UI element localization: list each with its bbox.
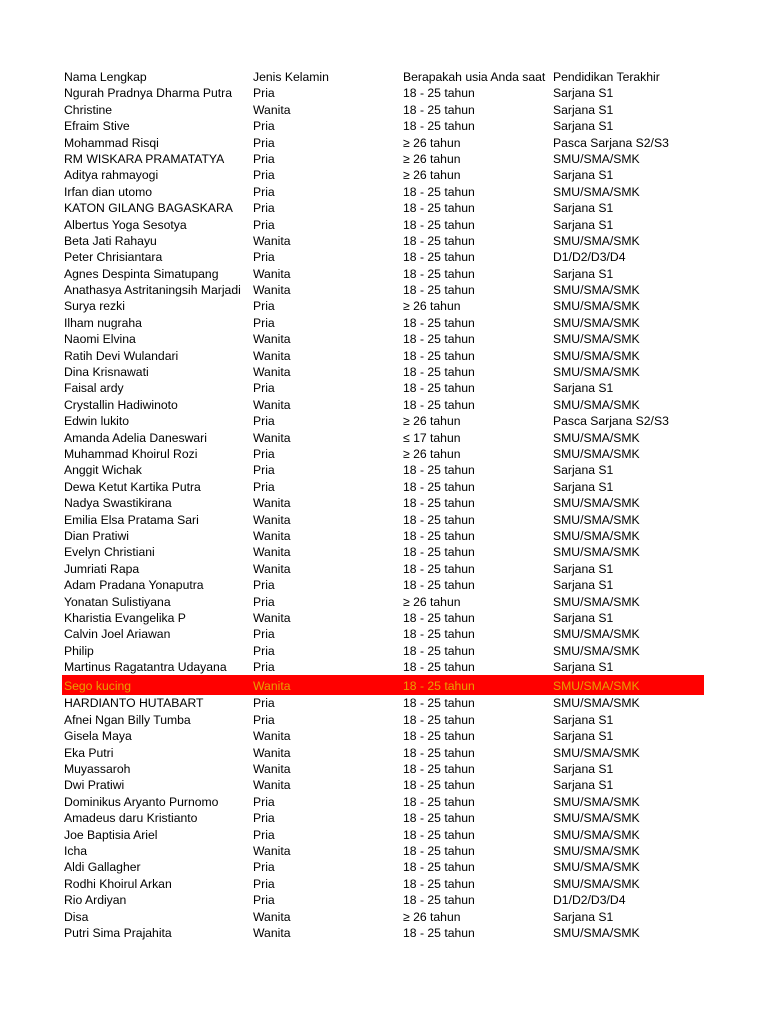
table-row[interactable] <box>64 364 704 380</box>
cell-name: Ilham nugraha <box>64 315 142 330</box>
cell-name: Amanda Adelia Daneswari <box>64 430 207 445</box>
cell-name: Icha <box>64 843 88 858</box>
cell-gender: Pria <box>253 201 275 216</box>
cell-gender: Wanita <box>253 561 291 576</box>
cell-age: 18 - 25 tahun <box>403 512 475 527</box>
cell-name: Faisal ardy <box>64 381 124 396</box>
table-row[interactable] <box>64 495 704 511</box>
table-row[interactable] <box>64 745 704 761</box>
cell-name: Rio Ardiyan <box>64 893 127 908</box>
cell-name: Calvin Joel Ariawan <box>64 627 171 642</box>
cell-name: Mohammad Risqi <box>64 135 159 150</box>
table-row[interactable] <box>64 561 704 577</box>
header-gender: Jenis Kelamin <box>253 70 329 84</box>
cell-education: SMU/SMA/SMK <box>553 446 640 461</box>
table-row[interactable] <box>64 233 704 249</box>
cell-education: SMU/SMA/SMK <box>553 528 640 543</box>
cell-gender: Wanita <box>253 266 291 281</box>
cell-education: SMU/SMA/SMK <box>553 233 640 248</box>
cell-age: 18 - 25 tahun <box>403 627 475 642</box>
cell-age: 18 - 25 tahun <box>403 348 475 363</box>
cell-age: 18 - 25 tahun <box>403 528 475 543</box>
cell-gender: Pria <box>253 414 275 429</box>
table-row[interactable] <box>64 843 704 859</box>
table-row[interactable] <box>64 397 704 413</box>
cell-name: Aldi Gallagher <box>64 860 141 875</box>
table-row[interactable] <box>64 594 704 610</box>
cell-gender: Pria <box>253 811 275 826</box>
table-row[interactable] <box>64 249 704 265</box>
cell-age: 18 - 25 tahun <box>403 233 475 248</box>
table-row[interactable] <box>64 446 704 462</box>
cell-name: Emilia Elsa Pratama Sari <box>64 512 199 527</box>
cell-education: Sarjana S1 <box>553 102 614 117</box>
cell-gender: Pria <box>253 794 275 809</box>
cell-education: Sarjana S1 <box>553 610 614 625</box>
cell-education: Sarjana S1 <box>553 712 614 727</box>
table-row[interactable] <box>64 413 704 429</box>
cell-name: RM WISKARA PRAMATATYA <box>64 151 225 166</box>
cell-gender: Pria <box>253 184 275 199</box>
cell-age: 18 - 25 tahun <box>403 479 475 494</box>
cell-age: 18 - 25 tahun <box>403 893 475 908</box>
cell-education: Sarjana S1 <box>553 660 614 675</box>
table-row[interactable] <box>64 167 704 183</box>
cell-gender: Wanita <box>253 233 291 248</box>
cell-education: Sarjana S1 <box>553 463 614 478</box>
cell-age: 18 - 25 tahun <box>403 729 475 744</box>
cell-name: Christine <box>64 102 113 117</box>
cell-education: Pasca Sarjana S2/S3 <box>553 414 669 429</box>
cell-gender: Wanita <box>253 430 291 445</box>
cell-education: SMU/SMA/SMK <box>553 643 640 658</box>
header-name: Nama Lengkap <box>64 70 147 84</box>
cell-gender: Pria <box>253 250 275 265</box>
cell-name: Amadeus daru Kristianto <box>64 811 198 826</box>
cell-age: 18 - 25 tahun <box>403 827 475 842</box>
table-row[interactable] <box>64 200 704 216</box>
cell-gender: Wanita <box>253 610 291 625</box>
cell-name: Albertus Yoga Sesotya <box>64 217 187 232</box>
cell-gender: Pria <box>253 876 275 891</box>
cell-education: SMU/SMA/SMK <box>553 315 640 330</box>
cell-name: Afnei Ngan Billy Tumba <box>64 712 191 727</box>
cell-age: 18 - 25 tahun <box>403 578 475 593</box>
cell-education: Sarjana S1 <box>553 762 614 777</box>
cell-age: ≥ 26 tahun <box>403 414 461 429</box>
cell-education: SMU/SMA/SMK <box>553 151 640 166</box>
cell-age: 18 - 25 tahun <box>403 250 475 265</box>
cell-age: ≥ 26 tahun <box>403 151 461 166</box>
cell-name: Dina Krisnawati <box>64 365 149 380</box>
table-row[interactable] <box>64 135 704 151</box>
cell-gender: Pria <box>253 712 275 727</box>
cell-education: SMU/SMA/SMK <box>553 794 640 809</box>
cell-education: Pasca Sarjana S2/S3 <box>553 135 669 150</box>
cell-education: SMU/SMA/SMK <box>553 594 640 609</box>
cell-education: SMU/SMA/SMK <box>553 283 640 298</box>
cell-gender: Wanita <box>253 365 291 380</box>
cell-age: ≥ 26 tahun <box>403 168 461 183</box>
cell-name: Beta Jati Rahayu <box>64 233 157 248</box>
table-row[interactable] <box>64 118 704 134</box>
table-row[interactable] <box>64 610 704 626</box>
cell-gender: Wanita <box>253 762 291 777</box>
cell-name: Nadya Swastikirana <box>64 496 172 511</box>
table-row[interactable] <box>64 728 704 744</box>
table-row[interactable] <box>64 184 704 200</box>
cell-gender: Wanita <box>253 332 291 347</box>
cell-education: Sarjana S1 <box>553 578 614 593</box>
cell-name: Crystallin Hadiwinoto <box>64 397 178 412</box>
table-row[interactable] <box>64 217 704 233</box>
cell-name: Disa <box>64 909 89 924</box>
cell-gender: Wanita <box>253 545 291 560</box>
cell-gender: Pria <box>253 893 275 908</box>
cell-gender: Wanita <box>253 843 291 858</box>
cell-age: 18 - 25 tahun <box>403 365 475 380</box>
cell-name: Eka Putri <box>64 745 114 760</box>
table-row[interactable] <box>64 909 704 925</box>
cell-name: Edwin lukito <box>64 414 130 429</box>
cell-education: SMU/SMA/SMK <box>553 332 640 347</box>
table-row[interactable] <box>64 430 704 446</box>
cell-age: 18 - 25 tahun <box>403 745 475 760</box>
table-row[interactable] <box>64 577 704 593</box>
cell-age: 18 - 25 tahun <box>403 643 475 658</box>
table-row[interactable] <box>64 479 704 495</box>
cell-age: ≥ 26 tahun <box>403 299 461 314</box>
table-row[interactable] <box>64 761 704 777</box>
cell-gender: Wanita <box>253 397 291 412</box>
cell-education: SMU/SMA/SMK <box>553 365 640 380</box>
cell-gender: Wanita <box>253 778 291 793</box>
table-row[interactable] <box>64 512 704 528</box>
cell-name: Adam Pradana Yonaputra <box>64 578 204 593</box>
header-row <box>64 69 704 85</box>
cell-age: 18 - 25 tahun <box>403 86 475 101</box>
table-row[interactable] <box>64 659 704 675</box>
cell-age: 18 - 25 tahun <box>403 794 475 809</box>
table-row[interactable] <box>64 643 704 659</box>
cell-name: HARDIANTO HUTABART <box>64 696 204 711</box>
table-row[interactable] <box>64 462 704 478</box>
cell-age: ≥ 26 tahun <box>403 135 461 150</box>
cell-name: Gisela Maya <box>64 729 132 744</box>
cell-age: 18 - 25 tahun <box>403 860 475 875</box>
cell-education: D1/D2/D3/D4 <box>553 250 626 265</box>
cell-gender: Pria <box>253 696 275 711</box>
cell-education: SMU/SMA/SMK <box>553 512 640 527</box>
cell-name: Rodhi Khoirul Arkan <box>64 876 172 891</box>
cell-name: Peter Chrisiantara <box>64 250 163 265</box>
cell-gender: Pria <box>253 627 275 642</box>
cell-age: 18 - 25 tahun <box>403 381 475 396</box>
cell-gender: Pria <box>253 119 275 134</box>
cell-education: SMU/SMA/SMK <box>553 925 640 940</box>
cell-name: Joe Baptisia Ariel <box>64 827 158 842</box>
cell-gender: Wanita <box>253 496 291 511</box>
cell-age: ≤ 17 tahun <box>403 430 461 445</box>
cell-gender: Pria <box>253 381 275 396</box>
cell-age: 18 - 25 tahun <box>403 925 475 940</box>
cell-education: Sarjana S1 <box>553 168 614 183</box>
cell-name: Sego kucing <box>64 679 132 694</box>
cell-name: Evelyn Christiani <box>64 545 155 560</box>
table-row[interactable] <box>64 266 704 282</box>
cell-name: Irfan dian utomo <box>64 184 153 199</box>
cell-gender: Pria <box>253 135 275 150</box>
cell-age: 18 - 25 tahun <box>403 610 475 625</box>
cell-age: 18 - 25 tahun <box>403 561 475 576</box>
cell-gender: Wanita <box>253 512 291 527</box>
table-row[interactable] <box>64 859 704 875</box>
cell-age: 18 - 25 tahun <box>403 217 475 232</box>
cell-age: 18 - 25 tahun <box>403 266 475 281</box>
cell-education: SMU/SMA/SMK <box>553 860 640 875</box>
cell-education: SMU/SMA/SMK <box>553 397 640 412</box>
table-body <box>64 85 704 941</box>
table-row[interactable] <box>64 626 704 642</box>
cell-name: Anathasya Astritaningsih Marjadi <box>64 283 241 298</box>
table-row[interactable] <box>64 102 704 118</box>
cell-name: KATON GILANG BAGASKARA <box>64 201 233 216</box>
table-row[interactable] <box>64 331 704 347</box>
cell-age: ≥ 26 tahun <box>403 909 461 924</box>
cell-gender: Wanita <box>253 679 291 694</box>
cell-education: Sarjana S1 <box>553 381 614 396</box>
cell-gender: Pria <box>253 479 275 494</box>
table-row[interactable] <box>64 876 704 892</box>
cell-age: 18 - 25 tahun <box>403 332 475 347</box>
cell-gender: Pria <box>253 151 275 166</box>
cell-age: ≥ 26 tahun <box>403 446 461 461</box>
cell-gender: Wanita <box>253 729 291 744</box>
cell-education: SMU/SMA/SMK <box>553 827 640 842</box>
cell-name: Yonatan Sulistiyana <box>64 594 171 609</box>
cell-gender: Pria <box>253 578 275 593</box>
cell-name: Surya rezki <box>64 299 125 314</box>
cell-gender: Pria <box>253 660 275 675</box>
cell-gender: Pria <box>253 594 275 609</box>
cell-education: Sarjana S1 <box>553 479 614 494</box>
table-row[interactable] <box>64 282 704 298</box>
cell-age: 18 - 25 tahun <box>403 679 475 694</box>
cell-education: SMU/SMA/SMK <box>553 299 640 314</box>
cell-education: SMU/SMA/SMK <box>553 496 640 511</box>
table-row[interactable] <box>64 348 704 364</box>
cell-name: Philip <box>64 643 94 658</box>
header-age: Berapakah usia Anda saat <box>403 70 546 84</box>
cell-education: SMU/SMA/SMK <box>553 348 640 363</box>
cell-name: Ratih Devi Wulandari <box>64 348 179 363</box>
table-row[interactable] <box>64 712 704 728</box>
cell-name: Dominikus Aryanto Purnomo <box>64 794 219 809</box>
cell-age: 18 - 25 tahun <box>403 876 475 891</box>
cell-name: Dwi Pratiwi <box>64 778 125 793</box>
cell-name: Anggit Wichak <box>64 463 142 478</box>
table-row[interactable] <box>64 777 704 793</box>
cell-gender: Pria <box>253 860 275 875</box>
header-education: Pendidikan Terakhir <box>553 70 660 84</box>
cell-age: 18 - 25 tahun <box>403 397 475 412</box>
cell-name: Martinus Ragatantra Udayana <box>64 660 227 675</box>
cell-education: SMU/SMA/SMK <box>553 745 640 760</box>
cell-gender: Wanita <box>253 745 291 760</box>
cell-age: 18 - 25 tahun <box>403 811 475 826</box>
cell-gender: Wanita <box>253 102 291 117</box>
table-row[interactable] <box>64 810 704 826</box>
cell-name: Jumriati Rapa <box>64 561 140 576</box>
cell-education: SMU/SMA/SMK <box>553 679 640 694</box>
cell-age: 18 - 25 tahun <box>403 102 475 117</box>
cell-education: SMU/SMA/SMK <box>553 627 640 642</box>
cell-gender: Pria <box>253 299 275 314</box>
cell-name: Kharistia Evangelika P <box>64 610 186 625</box>
cell-gender: Wanita <box>253 348 291 363</box>
cell-education: Sarjana S1 <box>553 217 614 232</box>
cell-age: 18 - 25 tahun <box>403 119 475 134</box>
cell-name: Dian Pratiwi <box>64 528 130 543</box>
cell-age: 18 - 25 tahun <box>403 762 475 777</box>
table-row[interactable] <box>64 151 704 167</box>
cell-age: 18 - 25 tahun <box>403 712 475 727</box>
cell-name: Muyassaroh <box>64 762 131 777</box>
table-row[interactable] <box>64 85 704 101</box>
cell-gender: Pria <box>253 168 275 183</box>
cell-age: 18 - 25 tahun <box>403 315 475 330</box>
cell-gender: Wanita <box>253 909 291 924</box>
cell-name: Putri Sima Prajahita <box>64 925 172 940</box>
cell-gender: Wanita <box>253 528 291 543</box>
cell-name: Muhammad Khoirul Rozi <box>64 446 198 461</box>
cell-age: 18 - 25 tahun <box>403 201 475 216</box>
cell-age: 18 - 25 tahun <box>403 545 475 560</box>
cell-education: D1/D2/D3/D4 <box>553 893 626 908</box>
cell-education: SMU/SMA/SMK <box>553 696 640 711</box>
cell-age: 18 - 25 tahun <box>403 283 475 298</box>
table-row[interactable] <box>64 925 704 941</box>
cell-education: Sarjana S1 <box>553 201 614 216</box>
cell-gender: Wanita <box>253 283 291 298</box>
cell-education: Sarjana S1 <box>553 86 614 101</box>
spreadsheet <box>64 69 704 941</box>
cell-education: SMU/SMA/SMK <box>553 545 640 560</box>
cell-gender: Pria <box>253 643 275 658</box>
cell-age: 18 - 25 tahun <box>403 184 475 199</box>
cell-education: Sarjana S1 <box>553 119 614 134</box>
cell-age: 18 - 25 tahun <box>403 463 475 478</box>
table-row[interactable] <box>64 298 704 314</box>
cell-name: Naomi Elvina <box>64 332 136 347</box>
cell-education: SMU/SMA/SMK <box>553 811 640 826</box>
cell-gender: Wanita <box>253 925 291 940</box>
cell-gender: Pria <box>253 446 275 461</box>
cell-education: Sarjana S1 <box>553 561 614 576</box>
cell-gender: Pria <box>253 217 275 232</box>
cell-education: SMU/SMA/SMK <box>553 184 640 199</box>
cell-education: Sarjana S1 <box>553 729 614 744</box>
cell-name: Ngurah Pradnya Dharma Putra <box>64 86 233 101</box>
cell-name: Efraim Stive <box>64 119 130 134</box>
cell-education: SMU/SMA/SMK <box>553 430 640 445</box>
cell-gender: Pria <box>253 315 275 330</box>
table-row[interactable] <box>64 695 704 711</box>
cell-age: 18 - 25 tahun <box>403 660 475 675</box>
table-row[interactable] <box>64 380 704 396</box>
cell-age: 18 - 25 tahun <box>403 696 475 711</box>
cell-name: Agnes Despinta Simatupang <box>64 266 219 281</box>
table-row[interactable] <box>64 528 704 544</box>
cell-name: Dewa Ketut Kartika Putra <box>64 479 201 494</box>
cell-education: SMU/SMA/SMK <box>553 843 640 858</box>
cell-age: 18 - 25 tahun <box>403 843 475 858</box>
cell-education: SMU/SMA/SMK <box>553 876 640 891</box>
cell-education: Sarjana S1 <box>553 909 614 924</box>
table-row[interactable] <box>64 315 704 331</box>
cell-gender: Pria <box>253 463 275 478</box>
cell-gender: Pria <box>253 86 275 101</box>
table-row[interactable] <box>64 794 704 810</box>
cell-age: 18 - 25 tahun <box>403 778 475 793</box>
cell-education: Sarjana S1 <box>553 266 614 281</box>
cell-age: ≥ 26 tahun <box>403 594 461 609</box>
cell-gender: Pria <box>253 827 275 842</box>
cell-age: 18 - 25 tahun <box>403 496 475 511</box>
table-row[interactable] <box>64 892 704 908</box>
cell-education: Sarjana S1 <box>553 778 614 793</box>
table-row-highlighted[interactable] <box>62 675 704 695</box>
table-row[interactable] <box>64 827 704 843</box>
cell-name: Aditya rahmayogi <box>64 168 159 183</box>
table-row[interactable] <box>64 544 704 560</box>
